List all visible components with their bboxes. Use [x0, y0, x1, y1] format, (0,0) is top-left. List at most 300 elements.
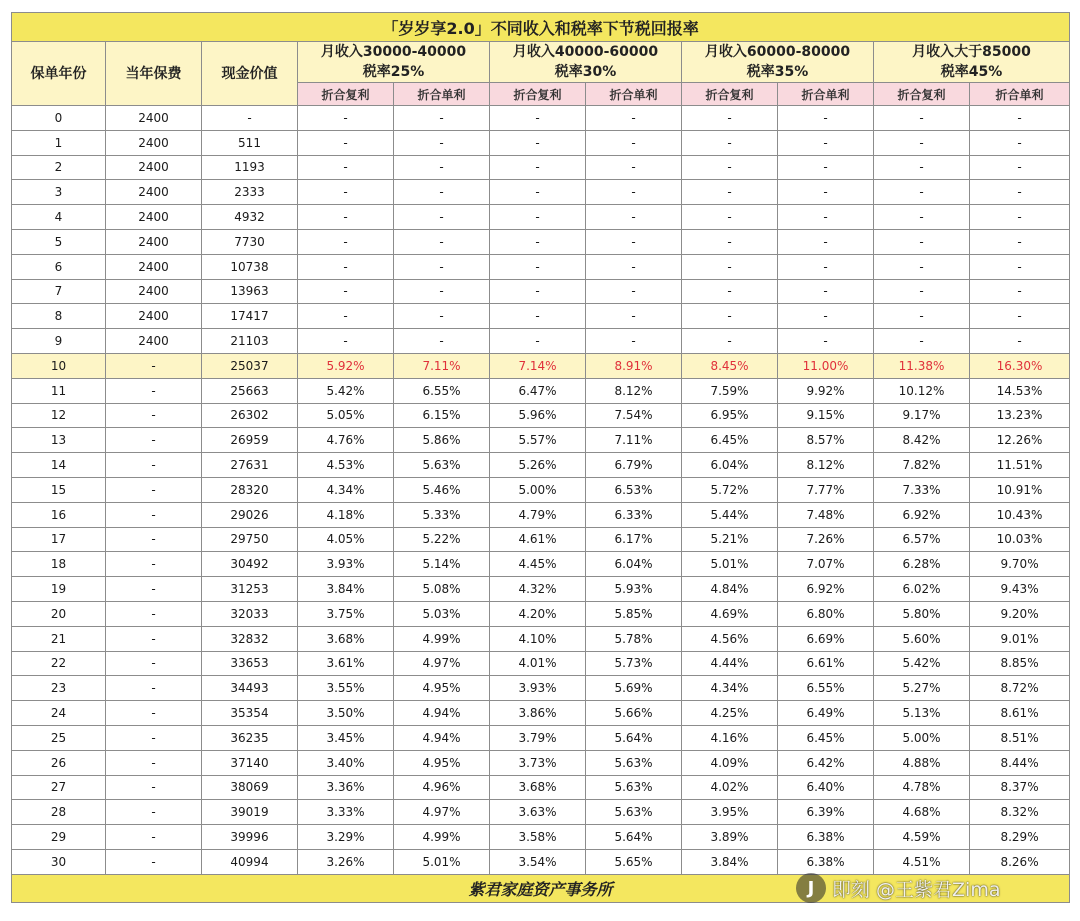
header-policy-year: 保单年份 [12, 42, 106, 106]
table-body [12, 106, 1070, 875]
cell-simple-35: 8.12% [778, 453, 874, 478]
cell-compound-30: - [490, 205, 586, 230]
cell-simple-25: 5.63% [394, 453, 490, 478]
cell-simple-35: - [778, 130, 874, 155]
cell-policy-year: 7 [12, 279, 106, 304]
cell-compound-30: 7.14% [490, 353, 586, 378]
cell-compound-30: 6.47% [490, 378, 586, 403]
cell-simple-45: 8.26% [970, 849, 1070, 874]
cell-simple-30: 5.63% [586, 800, 682, 825]
cell-simple-25: 4.99% [394, 825, 490, 850]
cell-simple-35: 6.42% [778, 750, 874, 775]
cell-simple-30: 6.53% [586, 477, 682, 502]
cell-simple-45: - [970, 106, 1070, 131]
cell-simple-25: - [394, 130, 490, 155]
cell-policy-year: 10 [12, 353, 106, 378]
jike-logo-icon: J [796, 873, 826, 903]
cell-compound-35: - [682, 130, 778, 155]
cell-compound-35: 3.95% [682, 800, 778, 825]
table-row [12, 279, 1070, 304]
cell-premium: 2400 [106, 106, 202, 131]
subheader-compound: 折合复利 [298, 83, 394, 106]
cell-premium: - [106, 800, 202, 825]
cell-compound-35: 4.16% [682, 725, 778, 750]
cell-compound-45: - [874, 304, 970, 329]
cell-policy-year: 25 [12, 725, 106, 750]
cell-compound-45: - [874, 229, 970, 254]
group-rate-label: 税率45% [940, 64, 1003, 80]
cell-compound-35: 5.44% [682, 502, 778, 527]
cell-cash-value: 33653 [202, 651, 298, 676]
cell-compound-35: - [682, 279, 778, 304]
cell-simple-25: 5.33% [394, 502, 490, 527]
cell-compound-25: 3.50% [298, 701, 394, 726]
cell-simple-30: 7.11% [586, 428, 682, 453]
cell-cash-value: 35354 [202, 701, 298, 726]
cell-compound-35: - [682, 106, 778, 131]
cell-simple-45: - [970, 229, 1070, 254]
cell-compound-25: 3.40% [298, 750, 394, 775]
header-group-4 [874, 42, 1070, 83]
cell-simple-25: 6.15% [394, 403, 490, 428]
cell-compound-35: 4.44% [682, 651, 778, 676]
table-row [12, 254, 1070, 279]
cell-policy-year: 30 [12, 849, 106, 874]
cell-policy-year: 24 [12, 701, 106, 726]
cell-policy-year: 5 [12, 229, 106, 254]
cell-compound-35: 3.89% [682, 825, 778, 850]
table-row [12, 329, 1070, 354]
table-row [12, 229, 1070, 254]
cell-simple-30: 5.73% [586, 651, 682, 676]
table-row [12, 106, 1070, 131]
cell-compound-35: 4.69% [682, 601, 778, 626]
table-row [12, 577, 1070, 602]
cell-simple-30: 5.93% [586, 577, 682, 602]
cell-simple-35: - [778, 254, 874, 279]
cell-policy-year: 22 [12, 651, 106, 676]
cell-cash-value: 10738 [202, 254, 298, 279]
table-row [12, 502, 1070, 527]
cell-compound-30: 4.61% [490, 527, 586, 552]
cell-policy-year: 0 [12, 106, 106, 131]
cell-compound-45: - [874, 130, 970, 155]
cell-simple-45: - [970, 130, 1070, 155]
cell-simple-25: - [394, 155, 490, 180]
cell-compound-30: - [490, 155, 586, 180]
cell-simple-25: - [394, 279, 490, 304]
cell-simple-35: 6.69% [778, 626, 874, 651]
table-row [12, 180, 1070, 205]
cell-simple-45: - [970, 205, 1070, 230]
cell-cash-value: 28320 [202, 477, 298, 502]
cell-simple-30: 5.63% [586, 750, 682, 775]
cell-compound-35: 4.02% [682, 775, 778, 800]
cell-compound-45: - [874, 180, 970, 205]
table-row [12, 849, 1070, 874]
cell-simple-25: - [394, 180, 490, 205]
cell-simple-35: 6.61% [778, 651, 874, 676]
cell-compound-30: 5.96% [490, 403, 586, 428]
cell-compound-35: - [682, 329, 778, 354]
cell-compound-25: 3.55% [298, 676, 394, 701]
group-rate-label: 税率35% [746, 64, 809, 80]
cell-simple-30: - [586, 229, 682, 254]
cell-compound-30: 3.68% [490, 775, 586, 800]
cell-simple-25: - [394, 229, 490, 254]
table-row [12, 651, 1070, 676]
cell-compound-25: 4.76% [298, 428, 394, 453]
cell-cash-value: 7730 [202, 229, 298, 254]
cell-compound-25: 3.68% [298, 626, 394, 651]
cell-compound-25: 3.93% [298, 552, 394, 577]
cell-cash-value: 39019 [202, 800, 298, 825]
cell-compound-35: 4.34% [682, 676, 778, 701]
cell-cash-value: 34493 [202, 676, 298, 701]
cell-compound-30: 4.10% [490, 626, 586, 651]
cell-simple-25: 5.14% [394, 552, 490, 577]
cell-compound-25: 5.05% [298, 403, 394, 428]
cell-compound-45: 5.80% [874, 601, 970, 626]
cell-simple-45: - [970, 304, 1070, 329]
cell-premium: 2400 [106, 279, 202, 304]
cell-policy-year: 19 [12, 577, 106, 602]
group-income-label: 月收入40000-60000 [512, 44, 659, 60]
cell-simple-35: - [778, 329, 874, 354]
cell-compound-25: - [298, 155, 394, 180]
cell-compound-30: - [490, 180, 586, 205]
table-row [12, 701, 1070, 726]
cell-compound-25: 4.34% [298, 477, 394, 502]
cell-simple-45: 13.23% [970, 403, 1070, 428]
cell-policy-year: 21 [12, 626, 106, 651]
cell-compound-30: 3.73% [490, 750, 586, 775]
cell-cash-value: 26959 [202, 428, 298, 453]
cell-simple-35: - [778, 155, 874, 180]
cell-premium: 2400 [106, 229, 202, 254]
cell-simple-45: 12.26% [970, 428, 1070, 453]
cell-compound-35: 8.45% [682, 353, 778, 378]
cell-simple-45: - [970, 254, 1070, 279]
cell-simple-25: - [394, 205, 490, 230]
cell-policy-year: 12 [12, 403, 106, 428]
cell-compound-45: 6.28% [874, 552, 970, 577]
cell-policy-year: 14 [12, 453, 106, 478]
cell-compound-35: 4.84% [682, 577, 778, 602]
cell-compound-25: - [298, 130, 394, 155]
cell-simple-45: 14.53% [970, 378, 1070, 403]
table-row [12, 304, 1070, 329]
cell-compound-30: 3.63% [490, 800, 586, 825]
cell-premium: 2400 [106, 155, 202, 180]
cell-premium: - [106, 676, 202, 701]
cell-compound-45: - [874, 106, 970, 131]
cell-simple-35: 6.55% [778, 676, 874, 701]
cell-simple-25: 5.22% [394, 527, 490, 552]
cell-cash-value: 25663 [202, 378, 298, 403]
cell-policy-year: 4 [12, 205, 106, 230]
cell-compound-35: - [682, 205, 778, 230]
cell-compound-30: 5.00% [490, 477, 586, 502]
cell-compound-45: 4.88% [874, 750, 970, 775]
footer-firm-name: 紫君家庭资产事务所 [12, 874, 1070, 902]
cell-simple-25: 5.86% [394, 428, 490, 453]
cell-premium: - [106, 825, 202, 850]
cell-compound-25: - [298, 106, 394, 131]
cell-cash-value: 4932 [202, 205, 298, 230]
rate-table [11, 12, 1070, 903]
cell-compound-35: 6.95% [682, 403, 778, 428]
cell-simple-45: 16.30% [970, 353, 1070, 378]
cell-simple-30: 5.65% [586, 849, 682, 874]
table-row [12, 428, 1070, 453]
cell-cash-value: 21103 [202, 329, 298, 354]
cell-simple-35: 6.40% [778, 775, 874, 800]
cell-policy-year: 1 [12, 130, 106, 155]
cell-simple-35: - [778, 205, 874, 230]
cell-cash-value: 29026 [202, 502, 298, 527]
cell-premium: 2400 [106, 130, 202, 155]
cell-premium: - [106, 651, 202, 676]
cell-policy-year: 3 [12, 180, 106, 205]
table-row [12, 453, 1070, 478]
cell-simple-30: 5.64% [586, 825, 682, 850]
header-group-3 [682, 42, 874, 83]
cell-cash-value: 30492 [202, 552, 298, 577]
cell-simple-35: 11.00% [778, 353, 874, 378]
cell-cash-value: 29750 [202, 527, 298, 552]
cell-compound-25: 4.05% [298, 527, 394, 552]
cell-simple-35: 7.26% [778, 527, 874, 552]
cell-simple-45: - [970, 279, 1070, 304]
cell-premium: - [106, 626, 202, 651]
cell-compound-30: 3.79% [490, 725, 586, 750]
cell-simple-45: 9.01% [970, 626, 1070, 651]
cell-simple-35: - [778, 229, 874, 254]
cell-compound-45: 8.42% [874, 428, 970, 453]
cell-simple-45: 10.91% [970, 477, 1070, 502]
cell-cash-value: 32033 [202, 601, 298, 626]
cell-policy-year: 27 [12, 775, 106, 800]
cell-simple-30: 5.85% [586, 601, 682, 626]
cell-compound-45: 6.92% [874, 502, 970, 527]
cell-premium: - [106, 403, 202, 428]
cell-simple-35: 7.48% [778, 502, 874, 527]
cell-compound-30: 4.45% [490, 552, 586, 577]
cell-premium: - [106, 577, 202, 602]
cell-premium: - [106, 477, 202, 502]
table-row [12, 552, 1070, 577]
table-row [12, 477, 1070, 502]
cell-cash-value: 1193 [202, 155, 298, 180]
cell-simple-25: 4.94% [394, 725, 490, 750]
cell-policy-year: 23 [12, 676, 106, 701]
cell-simple-45: 9.20% [970, 601, 1070, 626]
cell-premium: - [106, 428, 202, 453]
cell-compound-35: - [682, 180, 778, 205]
cell-compound-25: 3.84% [298, 577, 394, 602]
cell-compound-45: 9.17% [874, 403, 970, 428]
cell-policy-year: 20 [12, 601, 106, 626]
cell-policy-year: 29 [12, 825, 106, 850]
cell-compound-35: 4.09% [682, 750, 778, 775]
cell-simple-25: 4.97% [394, 651, 490, 676]
cell-premium: 2400 [106, 304, 202, 329]
rate-table-sheet [11, 12, 1069, 909]
cell-simple-35: 7.07% [778, 552, 874, 577]
cell-premium: - [106, 601, 202, 626]
group-income-label: 月收入30000-40000 [320, 44, 467, 60]
cell-compound-45: 6.57% [874, 527, 970, 552]
cell-simple-25: - [394, 254, 490, 279]
cell-premium: - [106, 725, 202, 750]
cell-simple-30: - [586, 155, 682, 180]
subheader-simple: 折合单利 [970, 83, 1070, 106]
cell-compound-30: 5.57% [490, 428, 586, 453]
cell-simple-25: 4.99% [394, 626, 490, 651]
cell-cash-value: 40994 [202, 849, 298, 874]
cell-simple-25: 5.46% [394, 477, 490, 502]
cell-compound-25: 3.36% [298, 775, 394, 800]
cell-simple-45: 8.51% [970, 725, 1070, 750]
cell-simple-25: 4.97% [394, 800, 490, 825]
cell-premium: - [106, 527, 202, 552]
header-cash-value: 现金价值 [202, 42, 298, 106]
cell-compound-30: - [490, 106, 586, 131]
table-row [12, 353, 1070, 378]
cell-compound-35: 4.25% [682, 701, 778, 726]
cell-simple-45: 11.51% [970, 453, 1070, 478]
cell-simple-25: 4.95% [394, 676, 490, 701]
table-row [12, 601, 1070, 626]
cell-compound-30: 4.79% [490, 502, 586, 527]
cell-compound-30: 5.26% [490, 453, 586, 478]
cell-cash-value: 26302 [202, 403, 298, 428]
cell-policy-year: 17 [12, 527, 106, 552]
cell-simple-35: 6.45% [778, 725, 874, 750]
cell-compound-45: 10.12% [874, 378, 970, 403]
cell-compound-45: - [874, 155, 970, 180]
cell-compound-25: - [298, 279, 394, 304]
group-rate-label: 税率25% [362, 64, 425, 80]
cell-policy-year: 26 [12, 750, 106, 775]
table-row [12, 155, 1070, 180]
watermark-text: 即刻 @王紫君Zima [832, 878, 1001, 901]
cell-simple-35: 6.80% [778, 601, 874, 626]
cell-simple-45: 8.37% [970, 775, 1070, 800]
cell-cash-value: 511 [202, 130, 298, 155]
cell-compound-30: 4.01% [490, 651, 586, 676]
cell-simple-45: 8.61% [970, 701, 1070, 726]
cell-compound-45: 4.59% [874, 825, 970, 850]
group-income-label: 月收入60000-80000 [704, 44, 851, 60]
cell-premium: - [106, 453, 202, 478]
cell-policy-year: 2 [12, 155, 106, 180]
cell-simple-30: - [586, 130, 682, 155]
cell-simple-30: 6.33% [586, 502, 682, 527]
cell-compound-35: 6.04% [682, 453, 778, 478]
cell-simple-25: - [394, 106, 490, 131]
cell-compound-25: - [298, 205, 394, 230]
cell-simple-35: - [778, 279, 874, 304]
cell-simple-35: 9.92% [778, 378, 874, 403]
cell-policy-year: 6 [12, 254, 106, 279]
cell-compound-25: 5.42% [298, 378, 394, 403]
table-row [12, 825, 1070, 850]
cell-simple-30: - [586, 304, 682, 329]
cell-compound-25: 3.75% [298, 601, 394, 626]
cell-compound-45: - [874, 254, 970, 279]
cell-simple-45: 8.72% [970, 676, 1070, 701]
cell-simple-30: - [586, 254, 682, 279]
cell-simple-30: 8.12% [586, 378, 682, 403]
cell-simple-35: 6.49% [778, 701, 874, 726]
cell-policy-year: 9 [12, 329, 106, 354]
cell-premium: 2400 [106, 180, 202, 205]
cell-simple-45: - [970, 329, 1070, 354]
table-row [12, 800, 1070, 825]
cell-simple-30: 6.04% [586, 552, 682, 577]
cell-premium: - [106, 502, 202, 527]
cell-premium: - [106, 552, 202, 577]
cell-premium: - [106, 849, 202, 874]
cell-compound-45: - [874, 329, 970, 354]
cell-simple-35: 9.15% [778, 403, 874, 428]
cell-simple-35: 6.38% [778, 825, 874, 850]
subheader-simple: 折合单利 [394, 83, 490, 106]
cell-cash-value: 31253 [202, 577, 298, 602]
cell-premium: - [106, 701, 202, 726]
cell-simple-45: 8.29% [970, 825, 1070, 850]
cell-policy-year: 28 [12, 800, 106, 825]
subheader-compound: 折合复利 [874, 83, 970, 106]
cell-simple-30: 5.63% [586, 775, 682, 800]
cell-simple-25: 4.94% [394, 701, 490, 726]
cell-compound-30: - [490, 304, 586, 329]
table-row [12, 130, 1070, 155]
table-title: 「岁岁享2.0」不同收入和税率下节税回报率 [12, 13, 1070, 42]
cell-compound-35: 5.21% [682, 527, 778, 552]
cell-simple-30: 5.64% [586, 725, 682, 750]
cell-compound-35: 5.72% [682, 477, 778, 502]
cell-compound-45: 5.00% [874, 725, 970, 750]
cell-cash-value: 32832 [202, 626, 298, 651]
cell-simple-35: - [778, 106, 874, 131]
cell-simple-30: 6.79% [586, 453, 682, 478]
header-group-1 [298, 42, 490, 83]
group-income-label: 月收入大于85000 [912, 44, 1031, 60]
cell-simple-25: 7.11% [394, 353, 490, 378]
cell-simple-45: - [970, 155, 1070, 180]
table-row [12, 750, 1070, 775]
cell-compound-35: - [682, 254, 778, 279]
cell-simple-45: 9.43% [970, 577, 1070, 602]
cell-compound-35: 6.45% [682, 428, 778, 453]
cell-compound-45: 4.51% [874, 849, 970, 874]
cell-cash-value: 27631 [202, 453, 298, 478]
cell-compound-30: - [490, 254, 586, 279]
cell-simple-25: 5.03% [394, 601, 490, 626]
cell-simple-30: 6.17% [586, 527, 682, 552]
subheader-compound: 折合复利 [490, 83, 586, 106]
cell-simple-30: 5.66% [586, 701, 682, 726]
cell-cash-value: 36235 [202, 725, 298, 750]
table-row [12, 626, 1070, 651]
cell-simple-30: 5.69% [586, 676, 682, 701]
table-row [12, 775, 1070, 800]
table-row [12, 527, 1070, 552]
cell-compound-35: 4.56% [682, 626, 778, 651]
